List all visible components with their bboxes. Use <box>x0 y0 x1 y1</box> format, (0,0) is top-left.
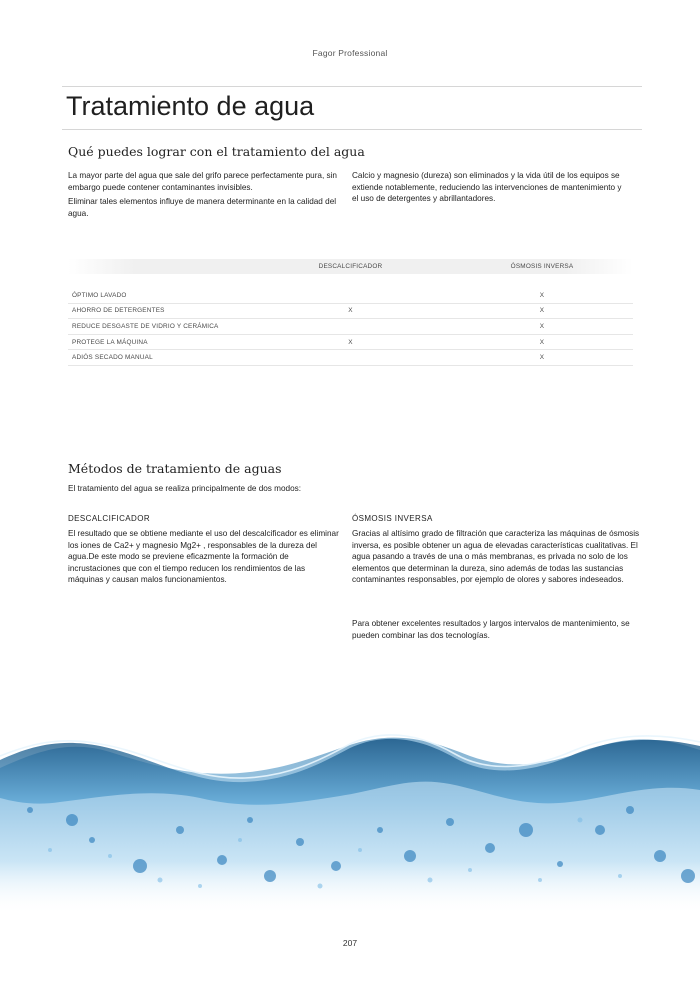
row-feature: ÓPTIMO LAVADO <box>72 291 127 299</box>
section-heading-methods: Métodos de tratamiento de aguas <box>68 461 282 476</box>
benefits-right-column <box>352 170 624 208</box>
title-bottom-rule <box>62 129 642 130</box>
row-feature: REDUCE DESGASTE DE VIDRIO Y CERÁMICA <box>72 322 219 330</box>
comparison-table <box>68 259 633 366</box>
page-number: 207 <box>342 938 358 948</box>
osmosis-text-combined: Para obtener excelentes resultados y largos intervalos de mantenimiento, se pueden combinar las dos tecnologías. <box>352 619 630 640</box>
row-descalcificador: X <box>348 307 353 315</box>
benefits-left-paragraph: La mayor parte del agua que sale del grifo parece perfectamente pura, sin embargo puede contener contaminantes invisibles. <box>68 171 337 192</box>
title-top-rule <box>62 86 642 87</box>
osmosis-text: Gracias al altísimo grado de filtración que caracteriza las máquinas de ósmosis inversa, es posible obtener un agua de elevadas características cualitativas. El agua pasando a través de una o más membranas, es privada no solo de los elementos que determinan la dureza, sino además de todas las sustancias contaminantes responsables, por ejemplo de olores y sabores indeseados. <box>352 529 640 585</box>
brand-header: Fagor Professional <box>312 48 388 58</box>
page-title: Tratamiento de agua <box>66 91 315 121</box>
table-row <box>68 350 633 366</box>
row-osmosis: X <box>539 338 545 346</box>
descalcificador-title: DESCALCIFICADOR <box>68 514 151 523</box>
table-header-cell: ÓSMOSIS INVERSA <box>510 263 574 270</box>
descalcificador-text: El resultado que se obtiene mediante el uso del descalcificador es eliminar los iones de Ca2+ y magnesio Mg2+ , responsables de la dureza del agua.De este modo se previene eficazmente la formación de incrustaciones que con el tiempo reducen los rendimientos de las máquinas y causan malos funcionamientos. <box>68 529 339 585</box>
osmosis-title: ÓSMOSIS INVERSA <box>352 514 433 523</box>
table-row <box>68 304 633 320</box>
table-header-row <box>68 259 633 274</box>
benefits-left-column <box>68 170 344 222</box>
benefits-right-paragraph: Calcio y magnesio (dureza) son eliminados y la vida útil de los equipos se extiende notablemente, reduciendo las intervenciones de mantenimiento y el uso de detergentes y abrillantadores. <box>352 171 622 204</box>
table-header-cell: DESCALCIFICADOR <box>318 263 383 270</box>
methods-intro: El tratamiento del agua se realiza principalmente de dos modos: <box>68 484 302 493</box>
row-descalcificador: X <box>348 338 353 346</box>
table-row <box>68 319 633 335</box>
row-osmosis: X <box>539 307 545 315</box>
row-feature: AHORRO DE DETERGENTES <box>72 307 165 315</box>
row-osmosis: X <box>539 354 545 362</box>
water-splash-image <box>0 680 700 915</box>
row-osmosis: X <box>539 291 545 299</box>
row-feature: ADIÓS SECADO MANUAL <box>72 354 153 362</box>
row-feature: PROTEGE LA MÁQUINA <box>72 338 148 346</box>
table-row <box>68 335 633 351</box>
section-heading-benefits: Qué puedes lograr con el tratamiento del agua <box>68 144 365 159</box>
row-osmosis: X <box>539 322 545 330</box>
table-row <box>68 288 633 304</box>
benefits-left-paragraph: Eliminar tales elementos influye de manera determinante en la calidad del agua. <box>68 197 337 218</box>
